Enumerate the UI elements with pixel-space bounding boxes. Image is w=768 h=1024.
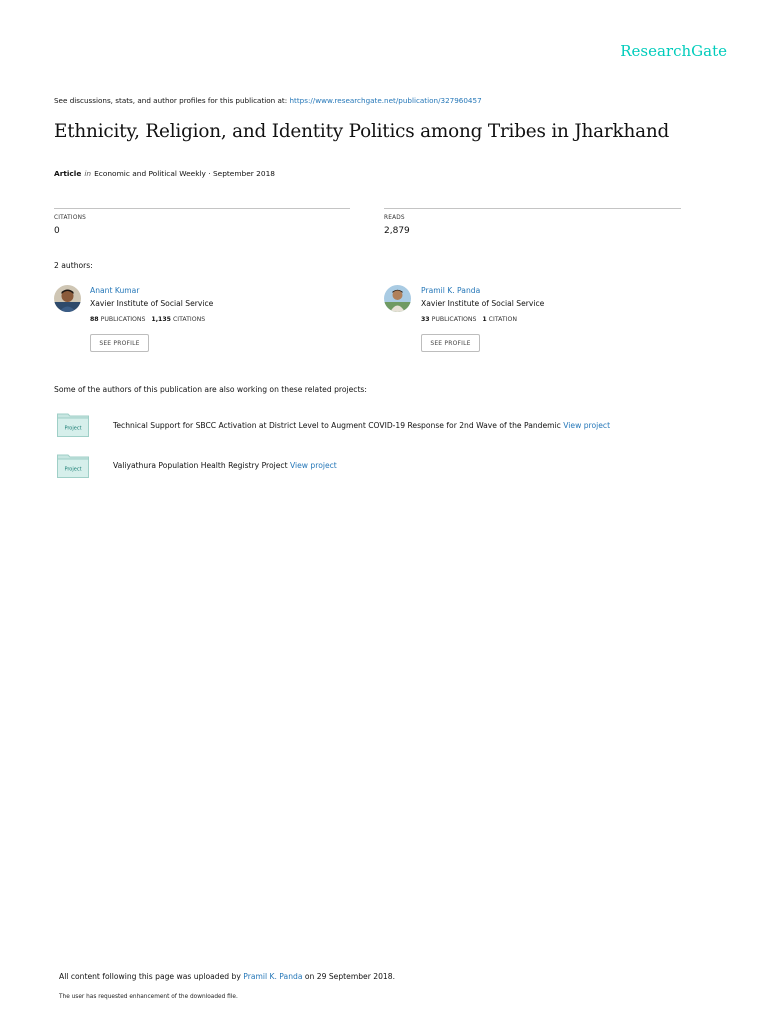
project-title: Technical Support for SBCC Activation at District Level to Augment COVID-19 Response for 2nd Wave of the Pandemic (113, 421, 561, 430)
upload-suffix: on 29 September 2018. (302, 972, 395, 981)
related-projects-heading: Some of the authors of this publication are also working on these related projects: (54, 385, 367, 394)
author-avatar[interactable] (54, 285, 81, 312)
authors-heading: 2 authors: (54, 261, 93, 270)
author-name-link[interactable] (421, 286, 480, 295)
view-project-link[interactable]: View project (289, 461, 337, 470)
project-folder-label: Project (64, 466, 82, 473)
author-name: Anant Kumar (90, 286, 140, 295)
author-name: Pramil K. Panda (421, 286, 481, 295)
author-publications-label: PUBLICATIONS (431, 316, 477, 323)
citations-label: CITATIONS (54, 215, 86, 221)
publication-type: Article (54, 169, 82, 178)
author-name-link[interactable] (90, 286, 139, 295)
author-institution: Xavier Institute of Social Service (421, 299, 545, 308)
upload-prefix: All content following this page was uploaded by (59, 972, 244, 981)
author-photo-icon (54, 285, 81, 312)
reads-divider (384, 208, 681, 209)
publication-venue: Economic and Political Weekly · September 2018 (94, 169, 275, 178)
discussion-line-text: See discussions, stats, and author profiles for this publication at: (54, 96, 290, 105)
view-project-link[interactable]: View project (563, 421, 611, 430)
publication-meta (54, 169, 275, 178)
reads-label: READS (384, 215, 405, 221)
publication-title: Ethnicity, Religion, and Identity Politics among Tribes in Jharkhand (54, 121, 670, 142)
researchgate-logo[interactable]: ResearchGate (620, 42, 727, 60)
author-citations-label: CITATIONS (172, 316, 206, 323)
author-citations-count: 1,135 (151, 316, 171, 323)
see-profile-button[interactable]: SEE PROFILE (421, 334, 480, 352)
author-publications-count: 88 (90, 316, 99, 323)
author-publications-label: PUBLICATIONS (100, 316, 146, 323)
author-stats (421, 316, 517, 323)
author-institution: Xavier Institute of Social Service (90, 299, 214, 308)
reads-value: 2,879 (384, 226, 410, 236)
author-citations-label: CITATION (488, 316, 517, 323)
see-profile-button[interactable]: SEE PROFILE (90, 334, 149, 352)
project-folder-icon (57, 412, 89, 437)
project-folder-label: Project (64, 425, 82, 432)
enhancement-note: The user has requested enhancement of the downloaded file. (59, 994, 238, 1000)
citations-divider (54, 208, 350, 209)
project-folder-icon (57, 453, 89, 478)
meta-in: in (84, 169, 92, 178)
publication-url-link[interactable]: https://www.researchgate.net/publication/327960457 (289, 96, 482, 105)
uploader-link[interactable]: Pramil K. Panda (243, 972, 303, 981)
discussion-line (54, 96, 482, 105)
author-avatar[interactable] (384, 285, 411, 312)
author-stats (90, 316, 205, 323)
project-item (113, 461, 337, 470)
project-title: Valiyathura Population Health Registry Project (113, 461, 288, 470)
upload-note (59, 972, 395, 981)
author-photo-icon (384, 285, 411, 312)
project-item (113, 421, 610, 430)
citations-value: 0 (54, 226, 60, 236)
author-publications-count: 33 (421, 316, 430, 323)
author-citations-count: 1 (482, 316, 487, 323)
